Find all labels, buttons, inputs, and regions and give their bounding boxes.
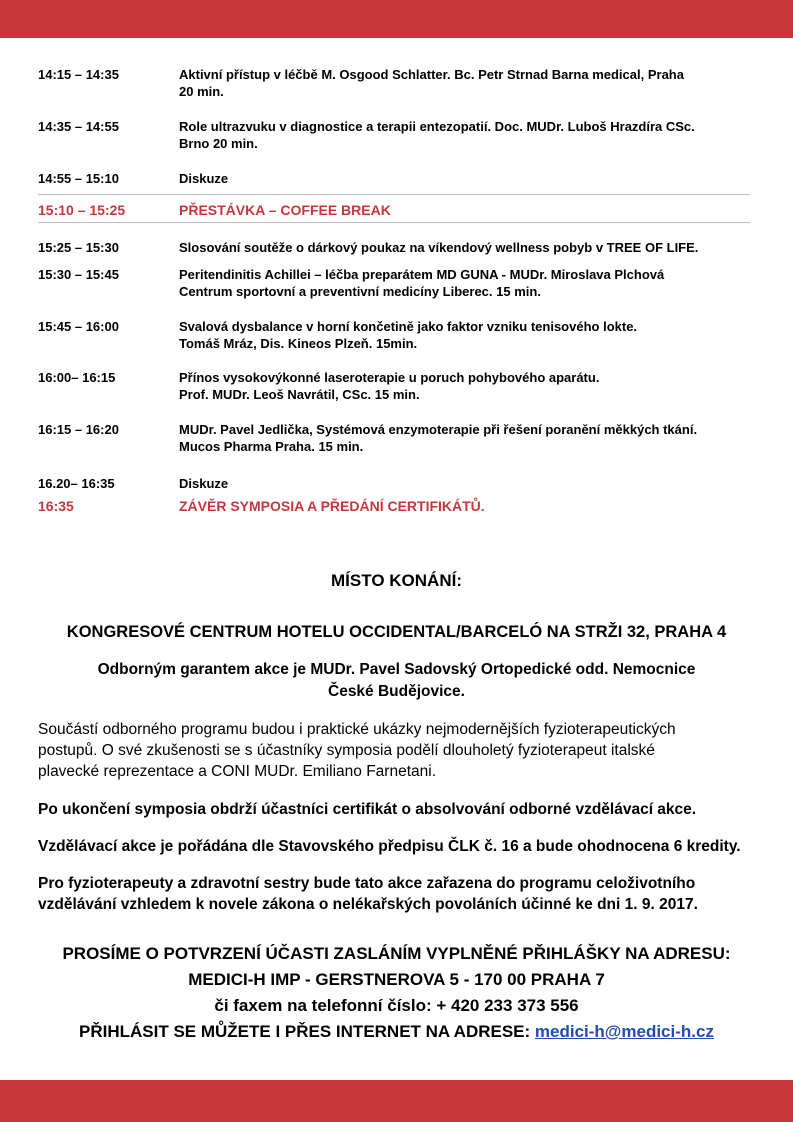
schedule-time: 14:35 – 14:55 <box>38 119 119 134</box>
top-header-band <box>0 0 793 38</box>
divider <box>38 194 750 195</box>
program-description-line: Součástí odborného programu budou i praktické ukázky nejmodernějších fyzioterapeutických <box>38 721 676 738</box>
guarantor-line-1: Odborným garantem akce je MUDr. Pavel Sadovský Ortopedické odd. Nemocnice <box>97 661 696 678</box>
schedule-time: 15:25 – 15:30 <box>38 240 119 255</box>
schedule-description: Aktivní přístup v léčbě M. Osgood Schlatter. Bc. Petr Strnad Barna medical, Praha 20 min. <box>179 67 684 99</box>
guarantor-line-2: České Budějovice. <box>328 683 465 700</box>
email-link[interactable]: medici-h@medici-h.cz <box>534 1022 714 1041</box>
schedule-row <box>38 421 750 475</box>
schedule-time: 16:15 – 16:20 <box>38 422 119 437</box>
bottom-footer-band <box>0 1080 793 1122</box>
schedule-description: Peritendinitis Achillei – léčba preparátem MD GUNA - MUDr. Miroslava Plchová Centrum sportovní a preventivní medicíny Liberec. 15 min. <box>179 267 665 299</box>
registration-online-label: PŘIHLÁSIT SE MŮŽETE I PŘES INTERNET NA ADRESE: <box>79 1022 535 1041</box>
schedule-time: 14:55 – 15:10 <box>38 171 119 186</box>
schedule-description: ZÁVĚR SYMPOSIA A PŘEDÁNÍ CERTIFIKÁTŮ. <box>179 498 485 514</box>
venue-name: KONGRESOVÉ CENTRUM HOTELU OCCIDENTAL/BARCELÓ NA STRŽI 32, PRAHA 4 <box>66 623 727 641</box>
schedule-row-closing <box>38 498 750 518</box>
registration-address: MEDICI-H IMP - GERSTNEROVA 5 - 170 00 PRAHA 7 <box>188 970 605 989</box>
schedule-row <box>38 475 750 498</box>
program-description <box>38 719 758 782</box>
registration-heading: PROSÍME O POTVRZENÍ ÚČASTI ZASLÁNÍM VYPLNĚNÉ PŘIHLÁŠKY NA ADRESU: <box>62 944 731 963</box>
schedule-description: Přínos vysokovýkonné laseroterapie u poruch pohybového aparátu. Prof. MUDr. Leoš Navrátil, CSc. 15 min. <box>179 370 600 402</box>
schedule-time: 16.20– 16:35 <box>38 476 115 491</box>
certificate-note: Po ukončení symposia obdrží účastníci certifikát o absolvování odborné vzdělávací akce. <box>38 801 697 818</box>
schedule-row <box>38 266 750 318</box>
schedule-row <box>38 318 750 369</box>
lifelong-education-line: Pro fyzioterapeuty a zdravotní sestry bude tato akce zařazena do programu celoživotního <box>38 875 696 892</box>
registration-online <box>0 1022 793 1042</box>
schedule-description: Slosování soutěže o dárkový poukaz na víkendový wellness pobyb v TREE OF LIFE. <box>179 240 699 255</box>
schedule-row <box>38 239 750 266</box>
schedule-description: Role ultrazvuku v diagnostice a terapii entezopatií. Doc. MUDr. Luboš Hrazdíra CSc. Brno 20 min. <box>179 119 695 151</box>
schedule-description: Svalová dysbalance v horní končetině jako faktor vzniku tenisového lokte. Tomáš Mráz, Dis. Kineos Plzeň. 15min. <box>179 319 638 351</box>
schedule-row <box>38 66 750 118</box>
venue-heading: MÍSTO KONÁNÍ: <box>331 571 462 590</box>
schedule-description: MUDr. Pavel Jedlička, Systémová enzymoterapie při řešení poranění měkkých tkání. Mucos Pharma Praha. 15 min. <box>179 422 698 454</box>
schedule-row-break <box>38 202 750 222</box>
schedule-time: 14:15 – 14:35 <box>38 67 119 82</box>
schedule-description: PŘESTÁVKA – COFFEE BREAK <box>179 202 391 218</box>
schedule-time: 16:35 <box>38 498 74 514</box>
schedule-description: Diskuze <box>179 171 229 186</box>
program-schedule <box>38 66 750 518</box>
schedule-row <box>38 369 750 421</box>
schedule-row <box>38 170 750 194</box>
schedule-row <box>38 118 750 170</box>
registration-fax: či faxem na telefonní číslo: + 420 233 373 556 <box>214 996 579 1015</box>
schedule-time: 15:45 – 16:00 <box>38 319 119 334</box>
schedule-time: 16:00– 16:15 <box>38 370 116 385</box>
lifelong-education-line: vzdělávání vzhledem k novele zákona o nelékařských povoláních účinné ke dni 1. 9. 2017. <box>38 896 698 913</box>
lifelong-education-note <box>38 873 758 915</box>
divider <box>38 222 750 223</box>
schedule-time: 15:30 – 15:45 <box>38 267 119 282</box>
program-description-line: plavecké reprezentace a CONI MUDr. Emiliano Farnetani. <box>38 763 436 780</box>
schedule-time: 15:10 – 15:25 <box>38 202 126 218</box>
schedule-description: Diskuze <box>179 476 229 491</box>
program-description-line: postupů. O své zkušenosti se s účastníky symposia podělí dlouholetý fyzioterapeut italské <box>38 742 655 759</box>
credits-note: Vzdělávací akce je pořádána dle Stavovského předpisu ČLK č. 16 a bude ohodnocena 6 kredity. <box>38 838 741 855</box>
